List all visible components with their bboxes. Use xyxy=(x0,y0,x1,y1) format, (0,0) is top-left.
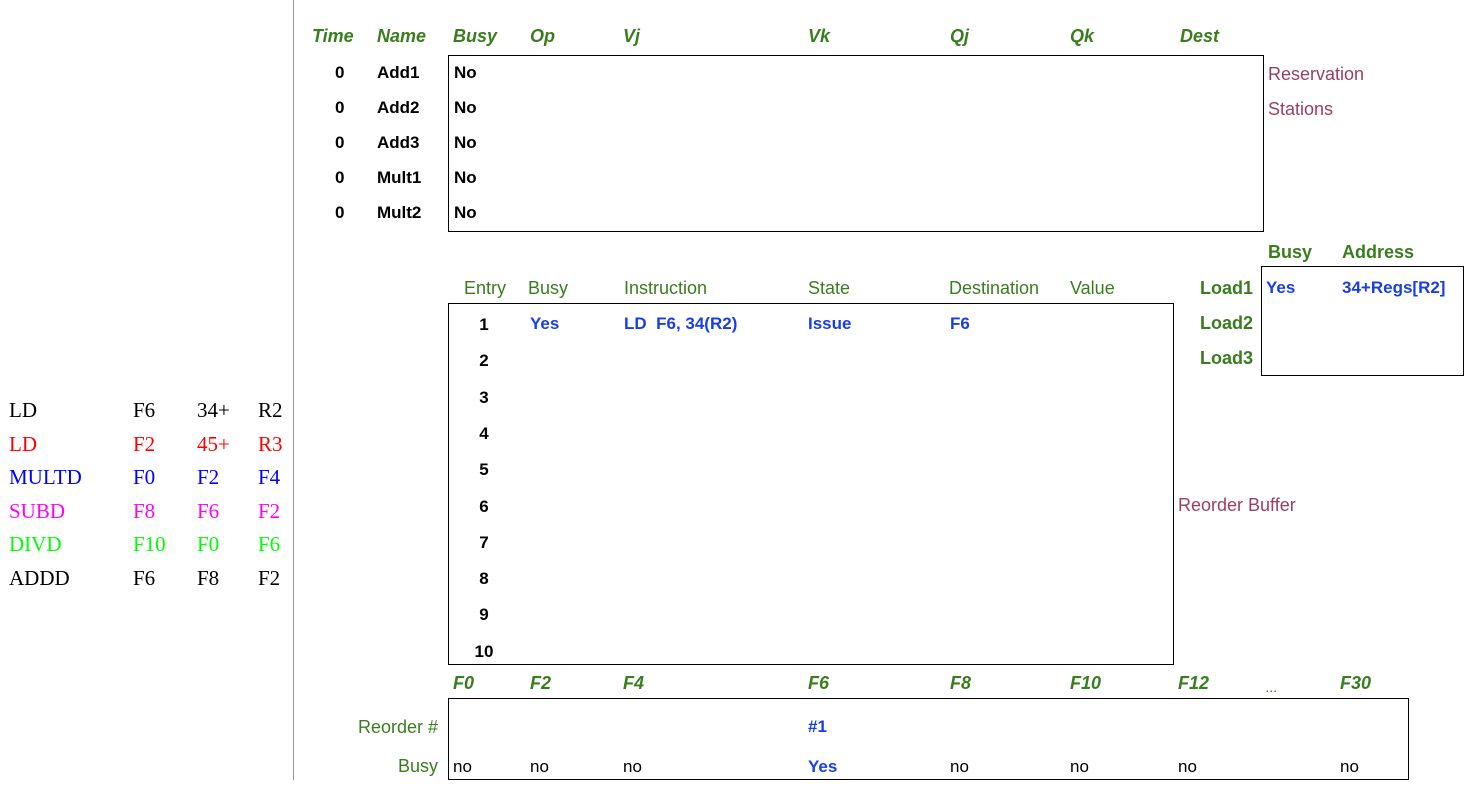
rs-time: 0 xyxy=(335,133,345,152)
rob-entry-number: 7 xyxy=(479,532,489,552)
load-header-busy: Busy xyxy=(1268,242,1313,262)
rs-header-busy: Busy xyxy=(453,26,498,46)
rs-busy: No xyxy=(454,98,477,117)
instruction-s1: 45+ xyxy=(197,431,230,456)
instruction-op: LD xyxy=(9,431,37,456)
instruction-s1: F8 xyxy=(197,565,220,590)
rs-header-vj: Vj xyxy=(623,26,641,46)
register-name: F2 xyxy=(530,673,552,693)
rob-entry-number: 3 xyxy=(479,387,489,407)
register-name: F12 xyxy=(1178,673,1210,693)
instruction-s2: R3 xyxy=(258,431,283,456)
register-reorder-value: #1 xyxy=(808,717,827,736)
rs-time: 0 xyxy=(335,168,345,187)
rob-entry-number: 9 xyxy=(479,605,489,625)
register-name: F6 xyxy=(808,673,830,693)
rs-header-name: Name xyxy=(377,26,427,46)
register-name: F8 xyxy=(950,673,972,693)
left-divider xyxy=(293,0,294,780)
register-busy-value: no xyxy=(453,757,472,776)
instruction-op: SUBD xyxy=(9,498,66,523)
reorder-buffer-box xyxy=(448,303,1174,665)
rs-busy: No xyxy=(454,133,477,152)
load-name: Load1 xyxy=(1200,278,1254,298)
instruction-s1: F2 xyxy=(197,465,220,489)
reorder-number-label: Reorder # xyxy=(358,717,439,737)
load-name: Load3 xyxy=(1200,348,1254,368)
instruction-s2: F2 xyxy=(258,498,281,523)
rs-header-qk: Qk xyxy=(1070,26,1095,46)
instruction-dst: F6 xyxy=(133,565,156,590)
rob-entry-number: 6 xyxy=(479,496,489,516)
rs-time: 0 xyxy=(335,98,345,117)
register-name: F30 xyxy=(1340,673,1372,693)
register-name: F10 xyxy=(1070,673,1102,693)
rs-time: 0 xyxy=(335,63,345,82)
rob-entry-number: 8 xyxy=(479,569,489,589)
rs-name: Mult1 xyxy=(377,168,422,187)
rob-entry1-instruction: LD F6, 34(R2) xyxy=(624,314,738,333)
rob-entry-number: 2 xyxy=(479,351,489,371)
rs-busy: No xyxy=(454,63,477,82)
reservation-label: Reservation xyxy=(1268,64,1365,84)
instruction-op: LD xyxy=(9,398,37,422)
stations-label: Stations xyxy=(1268,99,1334,119)
instruction-s2: F6 xyxy=(258,532,281,556)
rs-name: Add3 xyxy=(377,133,420,152)
rs-name: Add1 xyxy=(377,63,420,82)
instruction-s2: F2 xyxy=(258,565,281,590)
instruction-dst: F6 xyxy=(133,398,156,422)
instruction-op: DIVD xyxy=(9,532,62,556)
instruction-op: MULTD xyxy=(9,465,82,489)
reservation-stations-box xyxy=(448,55,1264,232)
rob-header-entry: Entry xyxy=(464,278,507,298)
rob-header-busy: Busy xyxy=(528,278,569,298)
rs-name: Mult2 xyxy=(377,203,422,222)
load-header-address: Address xyxy=(1342,242,1415,262)
rob-entry1-busy: Yes xyxy=(530,314,560,333)
rs-time: 0 xyxy=(335,203,345,222)
register-status-box xyxy=(448,698,1409,780)
rob-entry-number: 10 xyxy=(474,641,494,661)
register-name: F0 xyxy=(453,673,475,693)
rs-header-dest: Dest xyxy=(1180,26,1220,46)
instruction-op: ADDD xyxy=(9,565,70,590)
instruction-s1: F0 xyxy=(197,532,220,556)
rs-header-op: Op xyxy=(530,26,555,46)
rob-header-destination: Destination xyxy=(949,278,1040,298)
rs-header-qj: Qj xyxy=(950,26,970,46)
register-busy-value: no xyxy=(1340,757,1359,776)
rob-entry-number: 1 xyxy=(479,315,489,334)
register-busy-value: no xyxy=(1070,757,1089,776)
rob-entry1-destination: F6 xyxy=(950,314,970,333)
rob-header-state: State xyxy=(808,278,851,298)
rob-header-value: Value xyxy=(1070,278,1115,298)
instruction-dst: F8 xyxy=(133,498,156,523)
instruction-dst: F10 xyxy=(133,532,166,556)
instruction-s2: R2 xyxy=(258,398,283,422)
rob-entry1-state: Issue xyxy=(808,314,852,333)
register-name: ... xyxy=(1266,679,1278,695)
register-busy-label: Busy xyxy=(398,756,439,776)
rs-busy: No xyxy=(454,168,477,187)
rs-name: Add2 xyxy=(377,98,420,117)
register-busy-value: no xyxy=(950,757,969,776)
rob-header-instruction: Instruction xyxy=(624,278,708,298)
reorder-buffer-label: Reorder Buffer xyxy=(1178,495,1296,515)
rs-busy: No xyxy=(454,203,477,222)
instruction-s1: F6 xyxy=(197,498,220,523)
instruction-dst: F2 xyxy=(133,431,156,456)
load-busy: Yes xyxy=(1266,278,1296,297)
register-busy-value: Yes xyxy=(808,757,838,776)
instruction-s2: F4 xyxy=(258,465,281,489)
register-busy-value: no xyxy=(1178,757,1197,776)
instruction-dst: F0 xyxy=(133,465,156,489)
load-name: Load2 xyxy=(1200,313,1254,333)
rs-header-vk: Vk xyxy=(808,26,831,46)
register-name: F4 xyxy=(623,673,645,693)
rob-entry-number: 5 xyxy=(479,460,489,480)
register-busy-value: no xyxy=(530,757,549,776)
rs-header-time: Time xyxy=(312,26,354,46)
load-address: 34+Regs[R2] xyxy=(1342,278,1446,297)
instruction-s1: 34+ xyxy=(197,398,230,422)
register-busy-value: no xyxy=(623,757,642,776)
rob-entry-number: 4 xyxy=(479,423,489,443)
